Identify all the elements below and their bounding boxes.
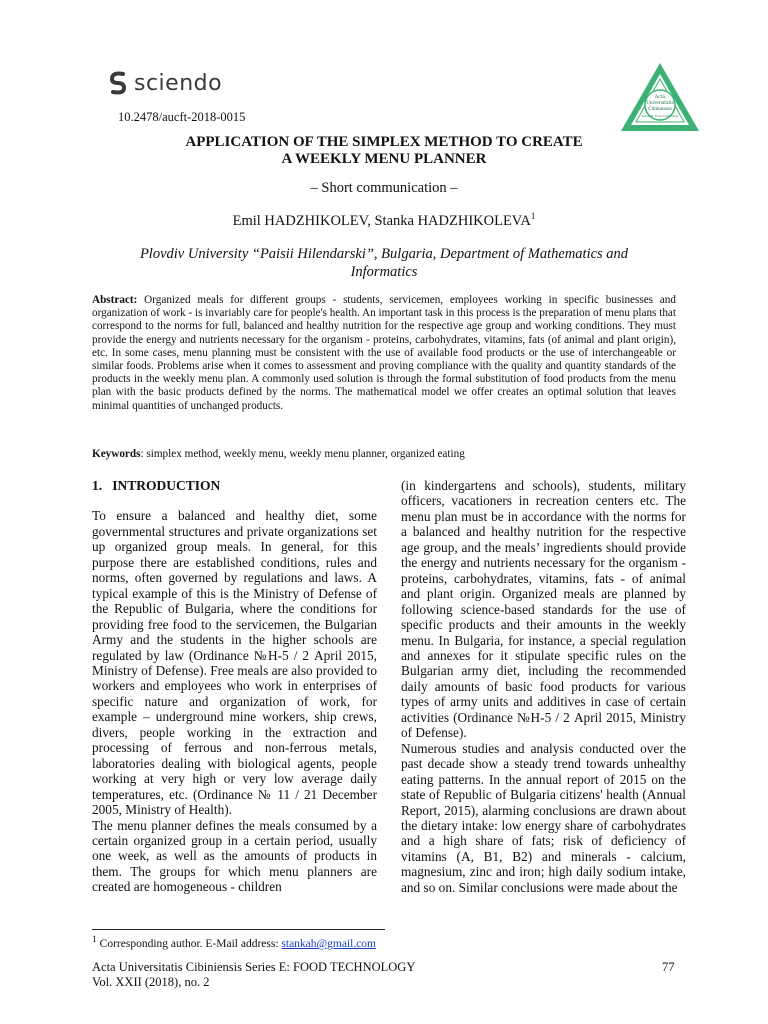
right-paragraph-1: (in kindergartens and schools), students, military officers, vacationers in recreation centers etc. The menu plan must be in accordance with the norms for a balanced and healthy nutrition for the respective age group, and the meals’ ingredients should provide the energy and nutrients necessary for the organism - proteins, carbohydrates, vitamins, fats - of animal and plant origin. Organized meals are planned by following science-based standards for the use of specific products and their amounts in the weekly menu. In Bulgaria, for instance, a special regulation and annexes for it stipulate specific rules on the Bulgarian army diet, including the recommended daily amounts of basic food products for various types of army units and additives in case of certain activities (Ordinance №Н-5 / 2 April 2015, Ministry of Defense). <box>401 478 686 741</box>
article-type: – Short communication – <box>310 180 458 196</box>
left-paragraph-1: To ensure a balanced and healthy diet, some governmental structures and private organizations set up organized group meals. In general, for this purpose there are established conditions, rules and norms, often governed by regulations and laws. A typical example of this is the Ministry of Defense of the Republic of Bulgaria, where the conditions for providing free food to the servicemen, the Bulgarian Army and the students in the higher schools are regulated by law (Ordinance №Н-5 / 2 April 2015, Ministry of Defense). Free meals are also provided to workers and employees who work in enterprises of specific nature and organization of work, for example – underground mine workers, ship crews, divers, people working in the extraction and processing of ferrous and non-ferrous metals, laboratories dealing with biological agents, people working at very high or very low average daily temperatures, etc. (Ordinance № 11 / 21 December 2005, Ministry of Health). <box>92 508 377 818</box>
footnote <box>92 934 376 950</box>
title-line-2: A WEEKLY MENU PLANNER <box>281 151 487 167</box>
title-line-1: APPLICATION OF THE SIMPLEX METHOD TO CREATE <box>185 134 583 150</box>
page-number: 77 <box>662 960 675 974</box>
seal-line4: Series E: Food technology <box>641 114 679 118</box>
keywords-label: Keywords <box>92 448 141 460</box>
section-heading <box>92 478 377 493</box>
footnote-mark: 1 <box>92 934 97 945</box>
email-link[interactable]: stankah@gmail.com <box>281 937 376 950</box>
seal-line2: Universitatis <box>646 100 674 105</box>
affiliation: Plovdiv University “Paisii Hilendarski”, Bulgaria, Department of Mathematics and Informatics <box>139 246 629 280</box>
sciendo-logo <box>108 70 222 96</box>
author-footnote-mark: 1 <box>530 211 536 221</box>
sciendo-s-icon <box>108 70 128 96</box>
abstract-label: Abstract: <box>92 294 138 306</box>
keywords <box>92 448 676 460</box>
authors <box>0 211 768 230</box>
logo-text: sciendo <box>134 70 223 96</box>
author-names: Emil HADZHIKOLEV, Stanka HADZHIKOLEVA <box>232 212 531 229</box>
seal-line3: Cibiniensis <box>648 106 672 111</box>
footer-journal: Acta Universitatis Cibiniensis Series E: FOOD TECHNOLOGY <box>92 960 416 974</box>
journal-seal-icon <box>618 60 702 134</box>
right-column <box>401 478 686 895</box>
left-paragraph-2: The menu planner defines the meals consumed by a certain organized group in a certain period, usually one week, as well as the amounts of products in them. The groups for which menu planners are created are homogeneous - children <box>92 817 377 895</box>
right-paragraph-2: Numerous studies and analysis conducted over the past decade show a steady trend towards unhealthy eating patterns. In the annual report of 2015 on the state of Republic of Bulgaria citizens' health (Annual Report, 2015), alarming conclusions are drawn about the dietary intake: low energy share of carbohydrates and a high share of fats; risk of deficiency of vitamins (A, B1, B2) and minerals - calcium, magnesium, zinc and iron; high daily sodium intake, and so on. Similar conclusions were made about the <box>401 740 686 895</box>
keywords-text: : simplex method, weekly menu, weekly menu planner, organized eating <box>140 448 465 460</box>
footnote-text: Corresponding author. E-Mail address: <box>96 937 282 950</box>
paper-title <box>0 134 768 168</box>
footer-volume: Vol. XXII (2018), no. 2 <box>92 975 210 989</box>
seal-line1: Acta <box>654 95 666 100</box>
section-number: 1. <box>92 478 103 493</box>
footnote-divider <box>92 929 385 930</box>
left-column <box>92 478 377 895</box>
abstract <box>92 294 676 413</box>
doi: 10.2478/aucft-2018-0015 <box>118 110 246 124</box>
section-title: INTRODUCTION <box>112 478 221 493</box>
abstract-text: Organized meals for different groups - students, servicemen, employees working in specific businesses and organization of work - is invariably care for people's health. An important task in this process is the preparation of menu plans that correspond to the norms for full, balanced and healthy nutrition for the respective age group and working conditions. They must provide the energy and nutrients necessary for the organism - proteins, carbohydrates, vitamins, fats (of animal and plant origin), etc. In some cases, menu planning must be consistent with the use of available food products or the use of interchangeable or similar foods. Problems arise when it comes to assessment and proving compliance with the quality and quantity standards of the products in the weekly menu plan. A commonly used solution is through the formal substitution of food products from the menu plan with the basic products defined by the norms. The mathematical model we offer creates an optimal solution that leaves minimal quantities of unchanged products. <box>92 294 676 412</box>
